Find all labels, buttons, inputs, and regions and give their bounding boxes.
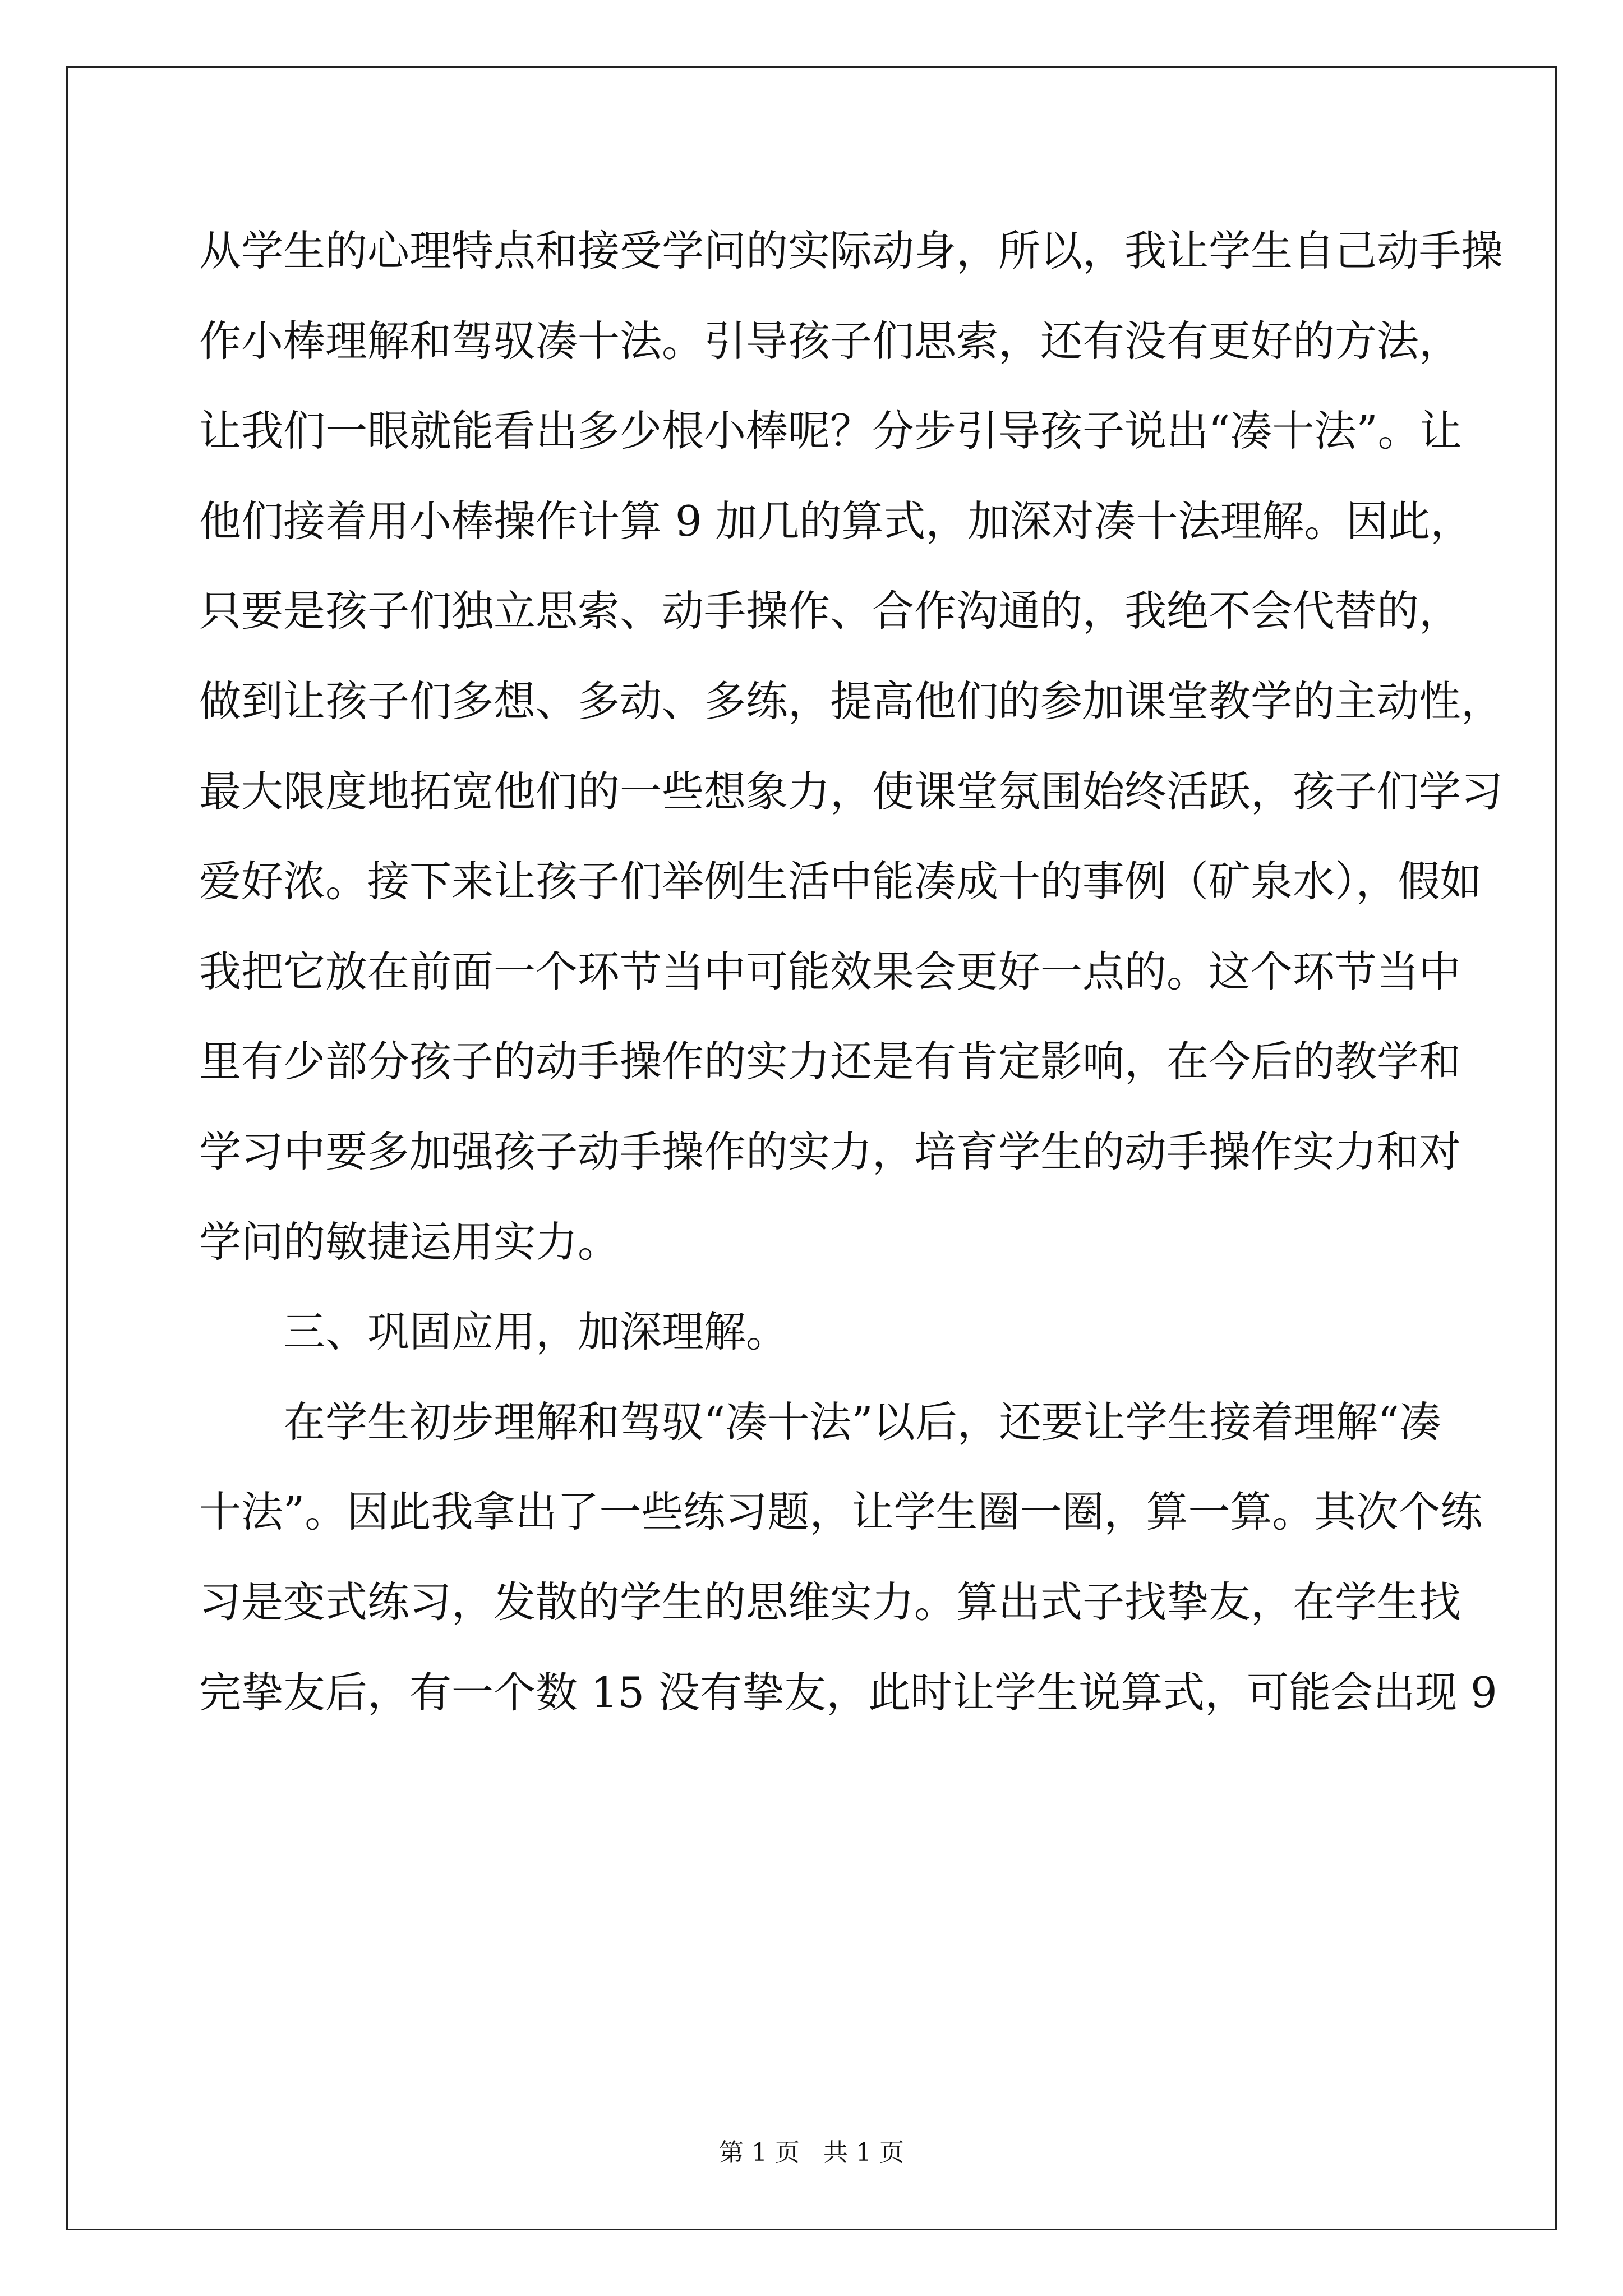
text-line: 我把它放在前面一个环节当中可能效果会更好一点的。这个环节当中: [199, 946, 1461, 996]
text-line: 学习中要多加强孩子动手操作的实力，培育学生的动手操作实力和对: [199, 1126, 1461, 1176]
text-line: 从学生的心理特点和接受学问的实际动身，所以，我让学生自己动手操: [199, 226, 1504, 275]
page-number: 第 1 页 共 1 页: [719, 2138, 904, 2167]
text-line: 完挚友后，有一个数 15 没有挚友，此时让学生说算式，可能会出现 9: [199, 1667, 1497, 1717]
section-heading: 三、巩固应用，加深理解。: [283, 1307, 789, 1357]
text-line: 十法”。因此我拿出了一些练习题，让学生圈一圈，算一算。其次个练: [199, 1487, 1483, 1537]
text-line: 习是变式练习，发散的学生的思维实力。算出式子找挚友，在学生找: [199, 1577, 1461, 1627]
text-line: 学问的敏捷运用实力。: [199, 1217, 620, 1267]
text-line: 他们接着用小棒操作计算 9 加几的算式，加深对凑十法理解。因此，: [199, 496, 1473, 546]
text-line: 让我们一眼就能看出多少根小棒呢？分步引导孩子说出“凑十法”。让: [199, 406, 1462, 456]
text-line: 只要是孩子们独立思索、动手操作、合作沟通的，我绝不会代替的，: [199, 586, 1461, 636]
text-line: 做到让孩子们多想、多动、多练，提高他们的参加课堂教学的主动性，: [199, 676, 1504, 726]
text-line: 作小棒理解和驾驭凑十法。引导孩子们思索，还有没有更好的方法，: [199, 316, 1461, 366]
text-line: 里有少部分孩子的动手操作的实力还是有肯定影响，在今后的教学和: [199, 1037, 1461, 1087]
text-line: 在学生初步理解和驾驭“凑十法”以后，还要让学生接着理解“凑: [283, 1397, 1442, 1447]
document-body: [199, 206, 1504, 1737]
text-line: 最大限度地拓宽他们的一些想象力，使课堂氛围始终活跃，孩子们学习: [199, 766, 1504, 816]
text-line: 爱好浓。接下来让孩子们举例生活中能凑成十的事例（矿泉水），假如: [199, 857, 1482, 907]
